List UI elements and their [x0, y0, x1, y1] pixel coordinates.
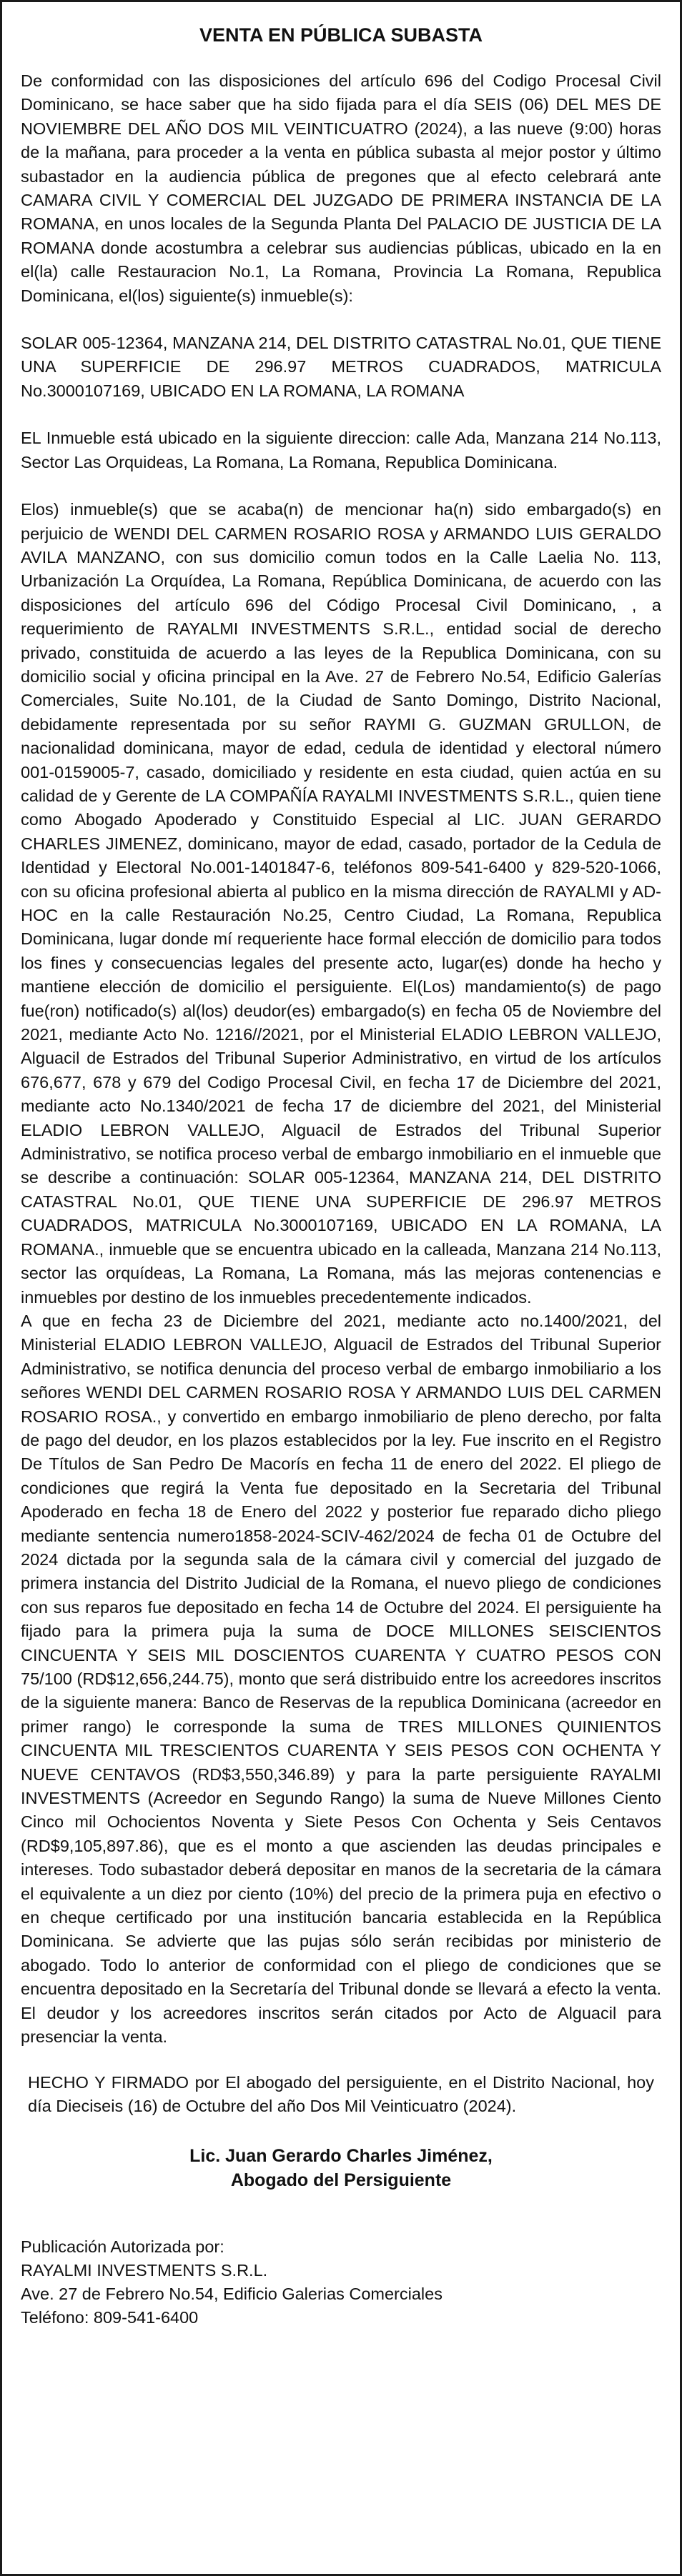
signature-name: Lic. Juan Gerardo Charles Jiménez,: [189, 2146, 493, 2167]
intro-paragraph: De conformidad con las disposiciones del artículo 696 del Codigo Procesal Civil Dominicano, se hace saber que ha sido fijada para el día SEIS (06) DEL MES DE NOVIEMBRE DEL AÑO DOS MIL VEINTICUATRO (2024), a las nueve (9:00) horas de la mañana, para proceder a la venta en pública subasta al mejor postor y último subastador en la audiencia pública de pregones que al efecto celebrará ante CAMARA CIVIL Y COMERCIAL DEL JUZGADO DE PRIMERA INSTANCIA DE LA ROMANA, en unos locales de la Segunda Planta Del PALACIO DE JUSTICIA DE LA ROMANA donde acostumbra a celebrar sus audiencias públicas, ubicado en la en el(la) calle Restauracion No.1, La Romana, Provincia La Romana, Republica Dominicana, el(los) siguiente(s) inmueble(s):: [21, 71, 661, 305]
signature-role: Abogado del Persiguiente: [230, 2170, 452, 2191]
publication-block: [21, 2235, 661, 2330]
closing-statement: HECHO Y FIRMADO por El abogado del persiguiente, en el Distrito Nacional, hoy día Dieciseis (16) de Octubre del año Dos Mil Veinticuatro (2024).: [28, 2072, 654, 2115]
publication-company: RAYALMI INVESTMENTS S.R.L.: [21, 2261, 268, 2280]
publication-address: Ave. 27 de Febrero No.54, Edificio Galerias Comerciales: [21, 2285, 443, 2304]
signature-block: [21, 2144, 661, 2192]
property-description-paragraph: SOLAR 005-12364, MANZANA 214, DEL DISTRITO CATASTRAL No.01, QUE TIENE UNA SUPERFICIE DE 296.97 METROS CUADRADOS, MATRICULA No.3000107169, UBICADO EN LA ROMANA, LA ROMANA: [21, 334, 661, 400]
publication-heading: Publicación Autorizada por:: [21, 2237, 224, 2257]
property-address-paragraph: EL Inmueble está ubicado en la siguiente direccion: calle Ada, Manzana 214 No.113, Sector Las Orquideas, La Romana, La Romana, Republica Dominicana.: [21, 429, 661, 471]
seizure-details-paragraph: Elos) inmueble(s) que se acaba(n) de mencionar ha(n) sido embargado(s) en perjuicio de WENDI DEL CARMEN ROSARIO ROSA y ARMANDO LUIS GERALDO AVILA MANZANO, con sus domicilio comun todos en la Calle Laelia No. 113, Urbanización La Orquídea, La Romana, República Dominicana, de acuerdo con las disposiciones del artículo 696 del Código Procesal Civil Dominicano, , a requerimiento de RAYALMI INVESTMENTS S.R.L., entidad social de derecho privado, constituida de acuerdo a las leyes de la Republica Dominicana, con su domicilio social y oficina principal en la Ave. 27 de Febrero No.54, Edificio Galerías Comerciales, Suite No.101, de la Ciudad de Santo Domingo, Distrito Nacional, debidamente representada por su señor RAYMI G. GUZMAN GRULLON, de nacionalidad dominicana, mayor de edad, cedula de identidad y electoral número 001-0159005-7, casado, domiciliado y residente en esta ciudad, quien actúa en su calidad de y Gerente de LA COMPAÑÍA RAYALMI INVESTMENTS S.R.L., quien tiene como Abogado Apoderado y Constituido Especial al LIC. JUAN GERARDO CHARLES JIMENEZ, dominicano, mayor de edad, casado, portador de la Cedula de Identidad y Electoral No.001-1401847-6, teléfonos 809-541-6400 y 829-520-1066, con su oficina profesional abierta al publico en la misma dirección de RAYALMI y AD-HOC en la calle Restauración No.25, Centro Ciudad, La Romana, Republica Dominicana, lugar donde mí requeriente hace formal elección de domicilio para todos los fines y consecuencias legales del presente acto, lugar(es) donde ha hecho y mantiene elección de domicilio el persiguiente. El(Los) mandamiento(s) de pago fue(ron) notificado(s) al(los) deudor(es) embargado(s) en fecha 05 de Noviembre del 2021, mediante Acto No. 1216//2021, por el Ministerial ELADIO LEBRON VALLEJO, Alguacil de Estrados del Tribunal Superior Administrativo, en virtud de los artículos 676,677, 678 y 679 del Codigo Procesal Civil, en fecha 17 de Diciembre del 2021, mediante acto No.1340/2021 de fecha 17 de diciembre del 2021, del Ministerial ELADIO LEBRON VALLEJO, Alguacil de Estrados del Tribunal Superior Administrativo, se notifica proceso verbal de embargo inmobiliario en el inmueble que se describe a continuación: SOLAR 005-12364, MANZANA 214, DEL DISTRITO CATASTRAL No.01, QUE TIENE UNA SUPERFICIE DE 296.97 METROS CUADRADOS, MATRICULA No.3000107169, UBICADO EN LA ROMANA, LA ROMANA., inmueble que se encuentra ubicado en la calleada, Manzana 214 No.113, sector las orquídeas, La Romana, La Romana, más las mejoras contenencias e inmuebles por destino de los inmuebles precedentemente indicados.: [21, 500, 661, 1307]
auction-terms-paragraph: A que en fecha 23 de Diciembre del 2021, mediante acto no.1400/2021, del Ministerial ELADIO LEBRON VALLEJO, Alguacil de Estrados del Tribunal Superior Administrativo, se notifica denuncia del proceso verbal de embargo inmobiliario a los señores WENDI DEL CARMEN ROSARIO ROSA Y ARMANDO LUIS DEL CARMEN ROSARIO ROSA., y convertido en embargo inmobiliario de pleno derecho, por falta de pago del deudor, en los plazos establecidos por la ley. Fue inscrito en el Registro De Títulos de San Pedro De Macorís en fecha 11 de enero del 2022. El pliego de condiciones que regirá la Venta fue depositado en la Secretaria del Tribunal Apoderado en fecha 18 de Enero del 2022 y posterior fue reparado dicho pliego mediante sentencia numero1858-2024-SCIV-462/2024 de fecha 01 de Octubre del 2024 dictada por la segunda sala de la cámara civil y comercial del juzgado de primera instancia del Distrito Judicial de la Romana, el nuevo pliego de condiciones con sus reparos fue depositado en fecha 14 de Octubre del 2024. El persiguiente ha fijado para la primera puja la suma de DOCE MILLONES SEISCIENTOS CINCUENTA Y SEIS MIL DOSCIENTOS CUARENTA Y CUATRO PESOS CON 75/100 (RD$12,656,244.75), monto que será distribuido entre los acreedores inscritos de la siguiente manera: Banco de Reservas de la republica Dominicana (acreedor en primer rango) le corresponde la suma de TRES MILLONES QUINIENTOS CINCUENTA MIL TRESCIENTOS CUARENTA Y SEIS PESOS CON OCHENTA Y NUEVE CENTAVOS (RD$3,550,346.89) y para la parte persiguiente RAYALMI INVESTMENTS (Acreedor en Segundo Rango) la suma de Nueve Millones Ciento Cinco mil Ochocientos Noventa y Siete Pesos Con Ochenta y Seis Centavos (RD$9,105,897.86), que es el monto a que ascienden las deudas principales e intereses. Todo subastador deberá depositar en manos de la secretaria de la cámara el equivalente a un diez por ciento (10%) del precio de la primera puja en efectivo o en cheque certificado por una institución bancaria establecida en la República Dominicana. Se advierte que las pujas sólo serán recibidas por ministerio de abogado. Todo lo anterior de conformidad con el pliego de condiciones que se encuentra depositado en la Secretaría del Tribunal donde se llevará a efecto la venta. El deudor y los acreedores inscritos serán citados por Acto de Alguacil para presenciar la venta.: [21, 1311, 661, 2047]
notice-title: VENTA EN PÚBLICA SUBASTA: [199, 24, 483, 46]
publication-phone: Teléfono: 809-541-6400: [21, 2308, 199, 2327]
